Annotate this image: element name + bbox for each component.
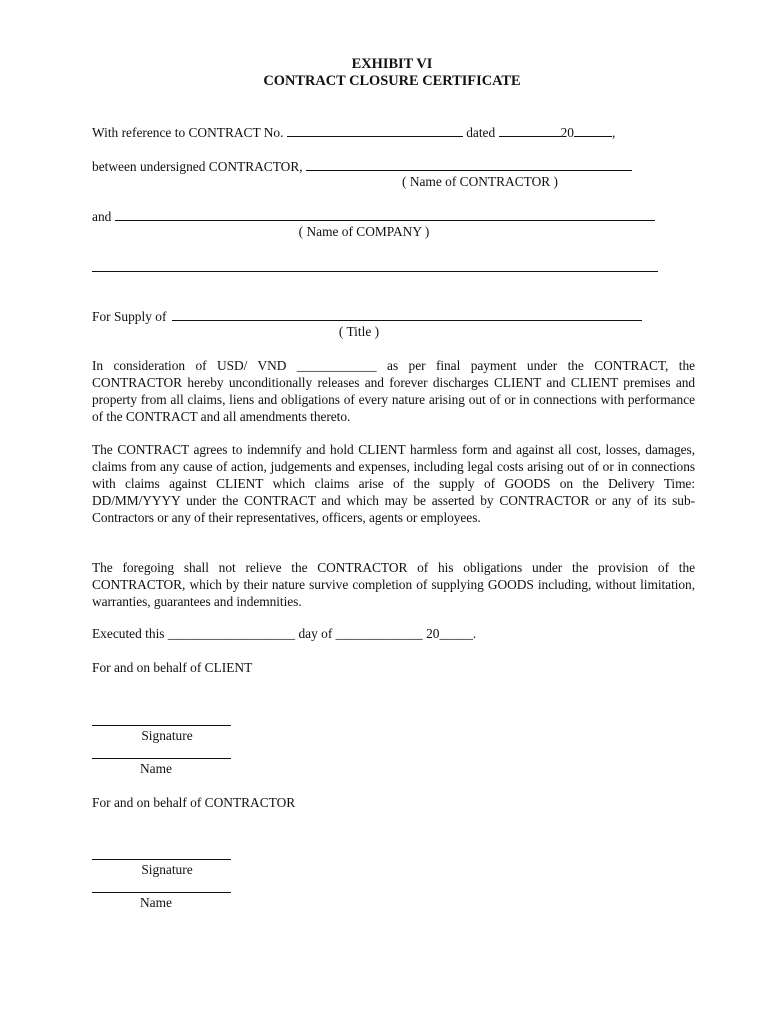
supply-title-blank[interactable] <box>172 307 642 321</box>
client-heading: For and on behalf of CLIENT <box>92 660 253 675</box>
executed-month-blank[interactable]: _____________ <box>335 626 423 641</box>
executed-line <box>92 626 476 642</box>
supply-caption: ( Title ) <box>338 324 380 339</box>
amount-blank[interactable]: ____________ <box>296 358 377 373</box>
date-blank[interactable] <box>499 123 561 137</box>
exhibit-heading: EXHIBIT VI <box>351 56 433 72</box>
reference-prefix: With reference to CONTRACT No. <box>92 125 284 140</box>
contract-number-blank[interactable] <box>287 123 463 137</box>
contractor-line <box>92 157 632 175</box>
year-blank[interactable] <box>574 123 612 137</box>
contractor-name-line[interactable] <box>92 892 231 893</box>
consideration-paragraph <box>92 357 695 425</box>
reference-suffix: , <box>611 125 616 140</box>
executed-day-blank[interactable]: ___________________ <box>167 626 296 641</box>
contractor-name-blank[interactable] <box>306 157 632 171</box>
client-signature-line[interactable] <box>92 725 231 726</box>
supply-prefix: For Supply of <box>92 309 167 324</box>
contractor-signature-label: Signature <box>141 862 193 877</box>
dated-label: dated <box>466 125 496 140</box>
client-name-label: Name <box>140 761 172 776</box>
consideration-text: as per final payment under the CONTRACT, the CONTRACTOR hereby unconditionally releases and forever discharges CLIENT and CLIENT premises and property from all claims, liens and obligations of every nature arising out of or in connections with performance of the CONTRACT and all amendments thereto. <box>92 358 696 424</box>
executed-prefix: Executed this <box>92 626 165 641</box>
contractor-signature-line[interactable] <box>92 859 231 860</box>
foregoing-paragraph: The foregoing shall not relieve the CONTRACTOR of his obligations under the provision of the CONTRACTOR, which by their nature survive completion of supplying GOODS including, without limitation, warranties, guarantees and indemnities. <box>92 560 695 609</box>
client-signature-label: Signature <box>141 728 193 743</box>
additional-blank-line[interactable] <box>92 271 658 272</box>
consideration-prefix: In consideration of USD/ VND <box>92 358 287 373</box>
contractor-prefix: between undersigned CONTRACTOR, <box>92 159 303 174</box>
contractor-caption: ( Name of CONTRACTOR ) <box>402 174 558 189</box>
company-prefix: and <box>92 209 112 224</box>
supply-line <box>92 307 642 325</box>
indemnify-paragraph: The CONTRACT agrees to indemnify and hold CLIENT harmless form and against all cost, losses, damages, claims from any cause of action, judgements and expenses, including legal costs arising out of or in connections with claims against CLIENT which claims arise of the supply of GOODS on the Delivery Time: DD/MM/YYYY under the CONTRACT and which may be asserted by CONTRACTOR or any of its sub-Contractors or any of their representatives, officers, agents or employees. <box>92 442 695 525</box>
contractor-heading: For and on behalf of CONTRACTOR <box>92 795 296 810</box>
document-title: CONTRACT CLOSURE CERTIFICATE <box>263 73 521 89</box>
day-of-label: day of <box>298 626 333 641</box>
executed-year: 20_____. <box>426 626 477 641</box>
company-line <box>92 207 655 225</box>
contractor-name-label: Name <box>140 895 172 910</box>
client-name-line[interactable] <box>92 758 231 759</box>
company-name-blank[interactable] <box>115 207 655 221</box>
year-prefix: 20 <box>560 125 574 140</box>
company-caption: ( Name of COMPANY ) <box>298 224 430 239</box>
reference-line <box>92 123 615 141</box>
